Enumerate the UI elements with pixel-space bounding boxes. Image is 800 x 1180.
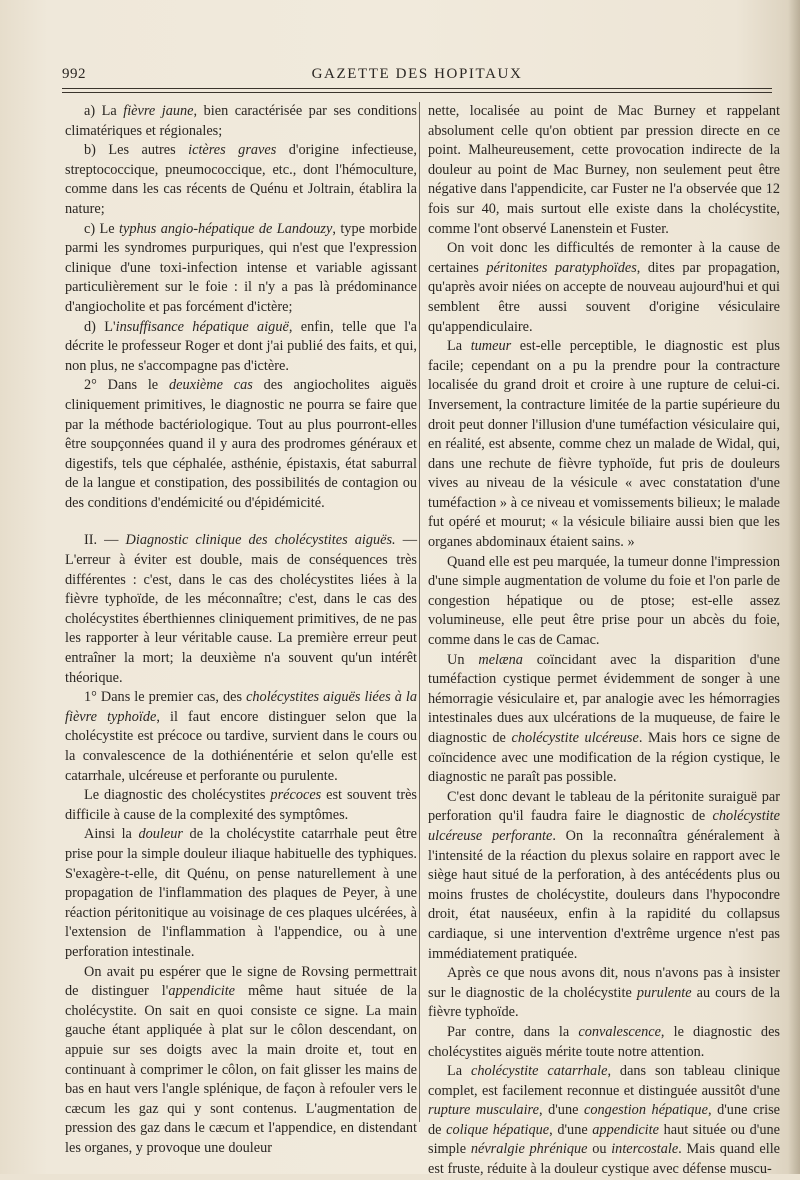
paragraph: c) Le typhus angio-hépatique de Landouzy, type morbide parmi les syndromes purpuriques, qui n'est que l'expression clinique d'une toxi-infection intense et variable agissant particulièrement sur le foie : il n'y a pas là prédominance d'angiocholite et pas forcément d'ictère;: [65, 220, 417, 315]
page-edge-shadow: [788, 0, 800, 1174]
paragraph: C'est donc devant le tableau de la péritonite suraiguë par perforation qu'il faudra faire le diagnostic de cholécystite ulcéreuse perforante. On la reconnaîtra généralement à l'intensité de la réaction du plexus solaire en rapport avec le siège haut situé de la perforation, à des antécédents plus ou moins frustes de cholécystite, douleurs dans l'hypocondre droit, état nauséeux, enfin à la rapidité du collapsus cardiaque, si une intervention d'extrême urgence n'est pas immédiatement pratiquée.: [428, 788, 780, 962]
right-column: [428, 102, 780, 1180]
running-title: GAZETTE DES HOPITAUX: [311, 66, 523, 82]
page-number: 992: [62, 66, 86, 82]
paragraph: nette, localisée au point de Mac Burney et rappelant absolument celle qu'on obtient par pression directe en ce point. Malheureusement, cette provocation indirecte de la douleur au point de Mac Burney, non seulement peut être négative dans l'appendicite, car Fuster ne l'a observée que 12 fois sur 40, mais surtout elle existe dans la cholécystite, comme l'ont observé Lanenstein et Fuster.: [428, 103, 780, 237]
section-heading-paragraph: II. — Diagnostic clinique des cholécystites aiguës. — L'erreur à éviter est double, mais de conséquences très différentes : c'est, dans le cas des cholécystites liées à la fièvre typhoïde, de les méconnaître; c'est, dans le cas des cholécystites éberthiennes cliniquement primitives, de ne pas les rapporter à leur véritable cause. La première erreur peut entraîner la mort; la deuxième n'a souvent qu'un intérêt théorique.: [65, 532, 417, 686]
paragraph: Quand elle est peu marquée, la tumeur donne l'impression d'une simple augmentation de volume du foie et l'on parle de congestion hépatique ou de ptose; est-elle assez volumineuse, elle peut être prise pour un abcès du foie, comme dans le cas de Camac.: [428, 553, 780, 649]
header-rule-secondary: [62, 92, 772, 93]
paragraph: On voit donc les difficultés de remonter à la cause de certaines péritonites paratyphoïdes, dites par propagation, qu'après avoir niées on accepte de nouveau aujourd'hui et qui semblent être aussi souvent d'origine vésiculaire qu'appendiculaire.: [428, 240, 780, 335]
page-header: [62, 58, 772, 88]
paragraph: Le diagnostic des cholécystites précoces est souvent très difficile à cause de la complexité des symptômes.: [65, 787, 417, 823]
header-rule: [62, 88, 772, 89]
paragraph: Après ce que nous avons dit, nous n'avons pas à insister sur le diagnostic de la cholécystite purulente au cours de la fièvre typhoïde.: [428, 965, 780, 1021]
paragraph: 2° Dans le deuxième cas des angiocholites aiguës cliniquement primitives, le diagnostic ne pourra se faire que par la méthode bactériologique. Tout au plus pourront-elles être soupçonnées quand il y aura des prodromes généraux et digestifs, tels que céphalée, asthénie, épistaxis, état saburral de la langue et constipation, des possibilités de contagion ou des conditions d'endémicité ou d'épidémicité.: [65, 377, 417, 511]
column-divider: [419, 102, 420, 1122]
paragraph: d) L'insuffisance hépatique aiguë, enfin, telle que l'a décrite le professeur Roger et dont j'ai publié des faits, et qui, non plus, ne s'accompagne pas d'ictère.: [65, 318, 418, 374]
paragraph: 1° Dans le premier cas, des cholécystites aiguës liées à la fièvre typhoïde, il faut encore distinguer selon que la cholécystite est précoce ou tardive, survient dans le cours ou la convalescence de la dothiénentérie et selon qu'elle est catarrhale, ulcéreuse et perforante ou purulente.: [65, 689, 417, 784]
paragraph: a) La fièvre jaune, bien caractérisée par ses conditions climatériques et régionales;: [65, 103, 417, 139]
paragraph: Ainsi la douleur de la cholécystite catarrhale peut être prise pour la simple douleur iliaque habituelle des typhiques. S'exagère-t-elle, dit Quénu, on pense naturellement à une propagation de l'inflammation des plaques de Peyer, à une réaction péritonitique au voisinage de ces plaques ulcérées, à l'extension de l'inflammation à l'appendice, ou à une perforation intestinale.: [65, 826, 417, 960]
paragraph: b) Les autres ictères graves d'origine infectieuse, streptococcique, pneumococcique, etc., dont l'hémoculture, comme dans les cas récents de Quénu et Joltrain, établira la nature;: [65, 142, 417, 217]
paragraph: Par contre, dans la convalescence, le diagnostic des cholécystites aiguës mérite toute notre attention.: [428, 1023, 780, 1060]
paragraph: La tumeur est-elle perceptible, le diagnostic est plus facile; cependant on a pu la prendre pour la contracture localisée du grand droit et croire à une rupture de celui-ci. Inversement, la contracture limitée de la partie supérieure du droit peut donner l'illusion d'une tuméfaction vésiculaire qui, en réalité, est absente, comme chez un malade de Widal, qui, dans une rechute de fièvre typhoïde, fut pris de douleurs vives au niveau de la vésicule « avec constatation d'une tuméfaction » à ce niveau et vomissements bilieux; le malade fut opéré et mourut; « la vésicule biliaire aussi bien que les organes abdominaux étaient sains. »: [428, 338, 780, 551]
left-column: [65, 102, 417, 1158]
paragraph: La cholécystite catarrhale, dans son tableau clinique complet, est facilement reconnue et distinguée aussitôt d'une rupture musculaire, d'une congestion hépatique, d'une crise de colique hépatique, d'une appendicite haut située ou d'une simple névralgie phrénique ou intercostale. Mais quand elle est fruste, réduite à la douleur cystique avec défense muscu-: [428, 1063, 781, 1178]
paragraph: Un melæna coïncidant avec la disparition d'une tuméfaction cystique permet évidemment de songer à une hémorragie vésiculaire et, par analogie avec les hémorragies intestinales dues aux ulcérations de la muqueuse, de faire le diagnostic de cholécystite ulcéreuse. Mais hors ce signe de coïncidence avec une modification de la région cystique, le diagnostic ne paraît pas possible.: [428, 651, 780, 786]
paragraph: On avait pu espérer que le signe de Rovsing permettrait de distinguer l'appendicite même haut située de la cholécystite. On sait en quoi consiste ce signe. La main gauche étant appliquée à plat sur le côlon descendant, on appuie sur ses doigts avec la main droite et, tout en continuant à comprimer le côlon, on fait glisser les mains de bas en haut vers l'angle splénique, de façon à refouler vers le cæcum les gaz qui y sont contenus. L'augmentation de pression des gaz dans le cæcum et l'appendice, en distendant les organes, y provoque une douleur: [65, 963, 417, 1156]
